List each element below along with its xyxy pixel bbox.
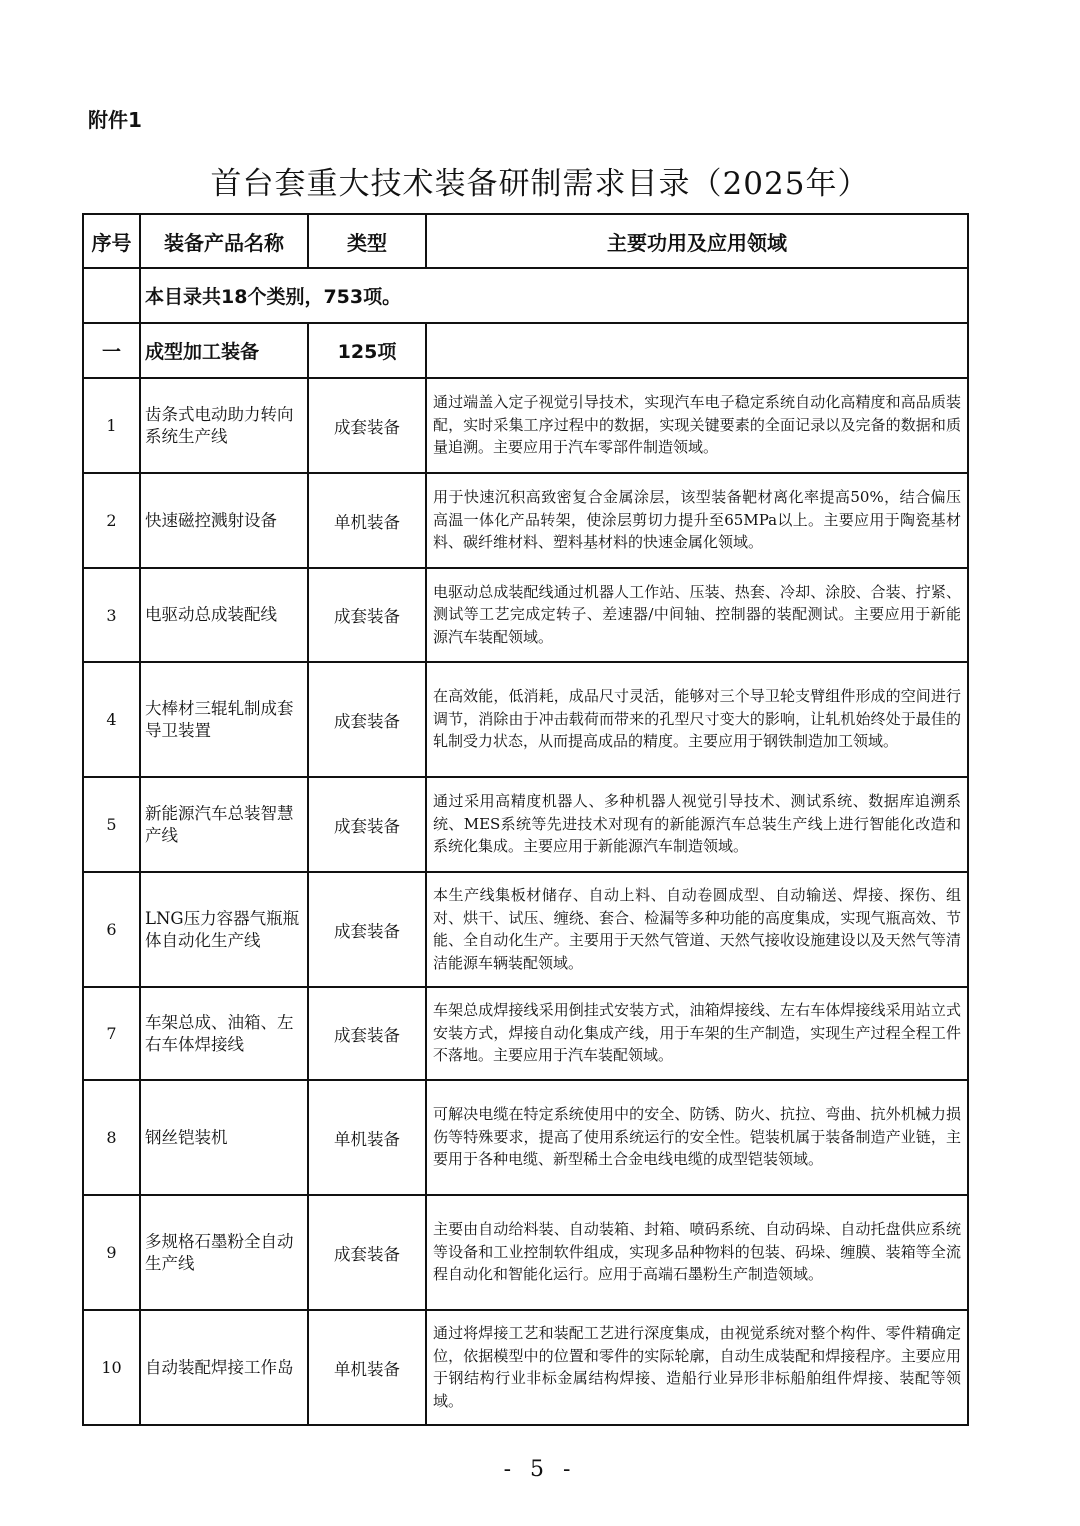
row-type: 单机装备 xyxy=(308,1310,426,1425)
row-name: 车架总成、油箱、左右车体焊接线 xyxy=(140,987,308,1080)
table-row xyxy=(83,1195,968,1310)
row-desc: 通过端盖入定子视觉引导技术，实现汽车电子稳定系统自动化高精度和高品质装配，实时采集工序过程中的数据，实现关键要素的全面记录以及完备的数据和质量追溯。主要应用于汽车零部件制造领域。 xyxy=(426,378,968,473)
row-type: 单机装备 xyxy=(308,1080,426,1195)
row-name: 自动装配焊接工作岛 xyxy=(140,1310,308,1425)
document-title: 首台套重大技术装备研制需求目录（2025年） xyxy=(210,166,870,202)
table-row xyxy=(83,1080,968,1195)
row-desc: 通过将焊接工艺和装配工艺进行深度集成，由视觉系统对整个构件、零件精确定位，依据模型中的位置和零件的实际轮廓，自动生成装配和焊接程序。主要应用于钢结构行业非标金属结构焊接、造船行业异形非标船舶组件焊接、装配等领域。 xyxy=(426,1310,968,1425)
row-name: 快速磁控溅射设备 xyxy=(140,473,308,568)
row-desc: 电驱动总成装配线通过机器人工作站、压装、热套、冷却、涂胶、合装、拧紧、测试等工艺完成定转子、差速器/中间轴、控制器的装配测试。主要应用于新能源汽车装配领域。 xyxy=(426,568,968,662)
row-type: 成套装备 xyxy=(308,378,426,473)
row-type: 成套装备 xyxy=(308,662,426,777)
catalog-table xyxy=(82,213,969,1426)
row-type: 成套装备 xyxy=(308,568,426,662)
row-name: 大棒材三辊轧制成套导卫装置 xyxy=(140,662,308,777)
row-name: 齿条式电动助力转向系统生产线 xyxy=(140,378,308,473)
category-count: 125项 xyxy=(308,323,426,378)
row-no: 7 xyxy=(83,987,140,1080)
row-no: 8 xyxy=(83,1080,140,1195)
table-row xyxy=(83,777,968,872)
header-row xyxy=(83,214,968,268)
summary-row xyxy=(83,268,968,323)
table-row xyxy=(83,568,968,662)
row-desc: 在高效能，低消耗，成品尺寸灵活，能够对三个导卫轮支臂组件形成的空间进行调节，消除由于冲击载荷而带来的孔型尺寸变大的影响，让轧机始终处于最佳的轧制受力状态，从而提高成品的精度。主要应用于钢铁制造加工领域。 xyxy=(426,662,968,777)
table-row xyxy=(83,1310,968,1425)
row-no: 9 xyxy=(83,1195,140,1310)
table-row xyxy=(83,987,968,1080)
row-no: 4 xyxy=(83,662,140,777)
attachment-label: 附件1 xyxy=(88,108,142,132)
category-name: 成型加工装备 xyxy=(140,323,308,378)
category-no: 一 xyxy=(83,323,140,378)
summary-empty-cell xyxy=(83,268,140,323)
row-desc: 主要由自动给料装、自动装箱、封箱、喷码系统、自动码垛、自动托盘供应系统等设备和工业控制软件组成，实现多品种物料的包装、码垛、缠膜、装箱等全流程自动化和智能化运行。应用于高端石墨粉生产制造领域。 xyxy=(426,1195,968,1310)
header-no: 序号 xyxy=(83,214,140,268)
row-desc: 本生产线集板材储存、自动上料、自动卷圆成型、自动输送、焊接、探伤、组对、烘干、试压、缠绕、套合、检漏等多种功能的高度集成，实现气瓶高效、节能、全自动化生产。主要用于天然气管道、天然气接收设施建设以及天然气等清洁能源车辆装配领域。 xyxy=(426,872,968,987)
row-name: 电驱动总成装配线 xyxy=(140,568,308,662)
table-row xyxy=(83,662,968,777)
row-type: 成套装备 xyxy=(308,1195,426,1310)
row-type: 单机装备 xyxy=(308,473,426,568)
row-desc: 车架总成焊接线采用倒挂式安装方式，油箱焊接线、左右车体焊接线采用站立式安装方式，焊接自动化集成产线，用于车架的生产制造，实现生产过程全程工件不落地。主要应用于汽车装配领域。 xyxy=(426,987,968,1080)
row-no: 6 xyxy=(83,872,140,987)
row-type: 成套装备 xyxy=(308,987,426,1080)
table-row xyxy=(83,378,968,473)
page-number: - 5 - xyxy=(503,1457,577,1482)
header-name: 装备产品名称 xyxy=(140,214,308,268)
row-name: 多规格石墨粉全自动生产线 xyxy=(140,1195,308,1310)
row-desc: 可解决电缆在特定系统使用中的安全、防锈、防火、抗拉、弯曲、抗外机械力损伤等特殊要求，提高了使用系统运行的安全性。铠装机属于装备制造产业链，主要用于各种电缆、新型稀土合金电线电缆的成型铠装领域。 xyxy=(426,1080,968,1195)
category-empty-cell xyxy=(426,323,968,378)
header-desc: 主要功用及应用领域 xyxy=(426,214,968,268)
summary-text: 本目录共18个类别，753项。 xyxy=(140,268,968,323)
row-type: 成套装备 xyxy=(308,872,426,987)
row-name: 钢丝铠装机 xyxy=(140,1080,308,1195)
row-no: 1 xyxy=(83,378,140,473)
table-row xyxy=(83,872,968,987)
row-desc: 通过采用高精度机器人、多种机器人视觉引导技术、测试系统、数据库追溯系统、MES系统等先进技术对现有的新能源汽车总装生产线上进行智能化改造和系统化集成。主要应用于新能源汽车制造领域。 xyxy=(426,777,968,872)
row-no: 10 xyxy=(83,1310,140,1425)
row-type: 成套装备 xyxy=(308,777,426,872)
header-type: 类型 xyxy=(308,214,426,268)
row-name: 新能源汽车总装智慧产线 xyxy=(140,777,308,872)
row-name: LNG压力容器气瓶瓶体自动化生产线 xyxy=(140,872,308,987)
category-row xyxy=(83,323,968,378)
row-no: 2 xyxy=(83,473,140,568)
row-no: 5 xyxy=(83,777,140,872)
table-row xyxy=(83,473,968,568)
row-no: 3 xyxy=(83,568,140,662)
row-desc: 用于快速沉积高致密复合金属涂层，该型装备靶材离化率提高50%，结合偏压高温一体化产品转架，使涂层剪切力提升至65MPa以上。主要应用于陶瓷基材料、碳纤维材料、塑料基材料的快速金属化领域。 xyxy=(426,473,968,568)
